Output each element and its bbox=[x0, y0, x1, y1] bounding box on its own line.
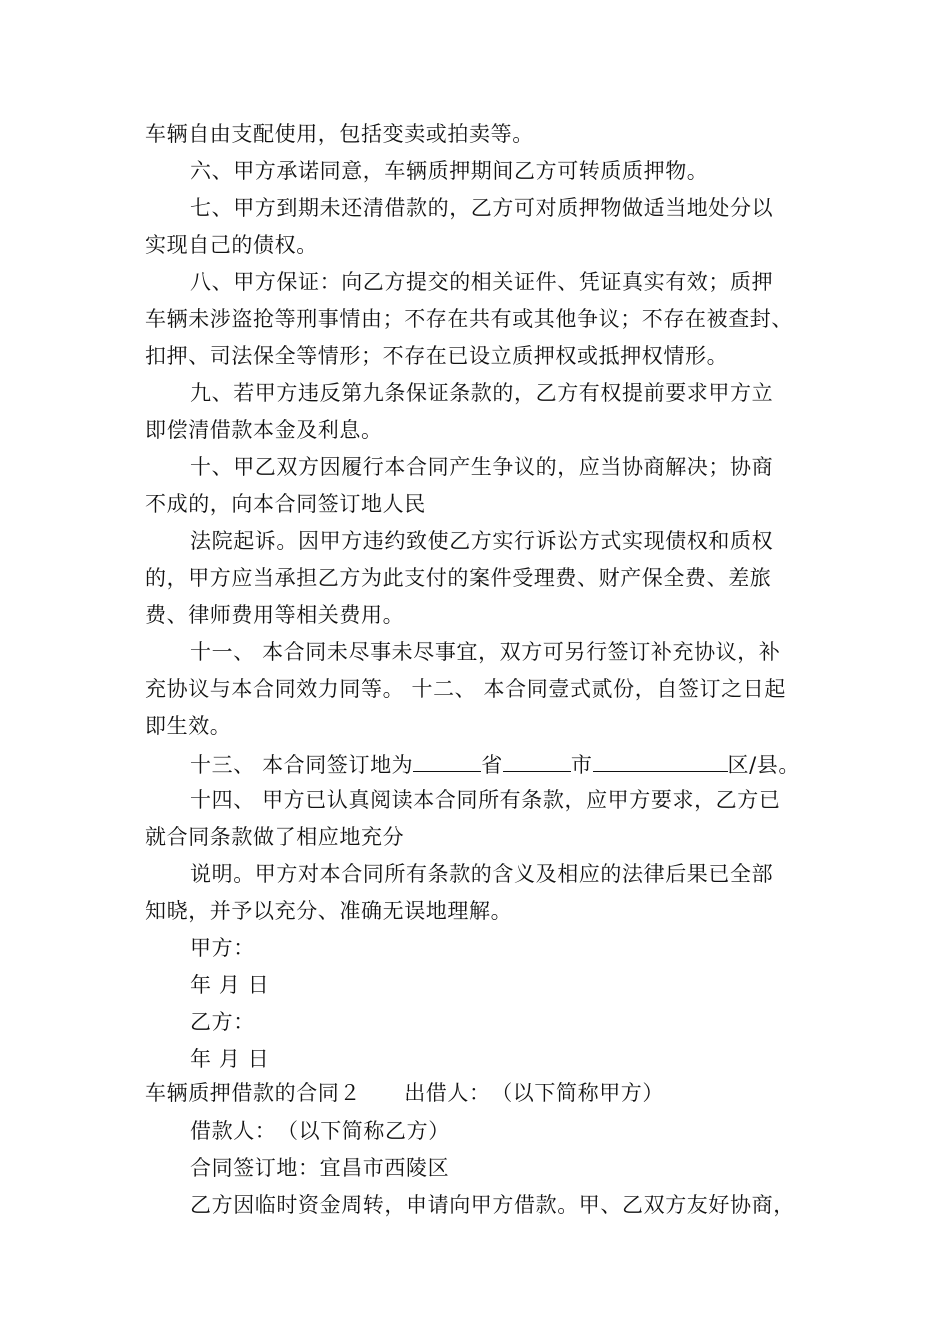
city-blank bbox=[503, 749, 571, 772]
party-a-signature-label: 甲方： bbox=[190, 936, 255, 960]
signing-place-line: 合同签订地：宜昌市西陵区 bbox=[190, 1156, 450, 1180]
clause-13-prefix: 十三、 本合同签订地为 bbox=[190, 753, 414, 777]
paragraph-line: 就合同条款做了相应地充分 bbox=[145, 825, 405, 849]
clause-13 bbox=[190, 749, 800, 779]
clause-6: 六、甲方承诺同意，车辆质押期间乙方可转质质押物。 bbox=[190, 159, 709, 183]
paragraph-line: 不成的，向本合同签订地人民 bbox=[145, 492, 426, 516]
paragraph-line: 车辆自由支配使用，包括变卖或拍卖等。 bbox=[145, 122, 534, 146]
clause-12: 充协议与本合同效力同等。 十二、 本合同壹式贰份，自签订之日起 bbox=[145, 677, 786, 701]
contract-2-heading: 车辆质押借款的合同２ 出借人： （以下简称甲方） bbox=[145, 1081, 664, 1105]
paragraph-line: 实现自己的债权。 bbox=[145, 233, 318, 257]
paragraph-line: 费、律师费用等相关费用。 bbox=[145, 603, 405, 627]
paragraph-line: 即生效。 bbox=[145, 714, 232, 738]
party-b-signature-label: 乙方： bbox=[190, 1010, 255, 1034]
paragraph-line: 的，甲方应当承担乙方为此支付的案件受理费、财产保全费、差旅 bbox=[145, 566, 772, 590]
district-label: 区/县。 bbox=[727, 753, 800, 777]
city-label: 市 bbox=[570, 753, 593, 777]
district-blank bbox=[593, 749, 728, 772]
clause-11: 十一、 本合同未尽事未尽事宜，双方可另行签订补充协议，补 bbox=[190, 640, 781, 664]
paragraph-line: 说明。甲方对本合同所有条款的含义及相应的法律后果已全部 bbox=[190, 862, 774, 886]
clause-9: 九、若甲方违反第九条保证条款的，乙方有权提前要求甲方立 bbox=[190, 381, 774, 405]
paragraph-line: 法院起诉。因甲方违约致使乙方实行诉讼方式实现债权和质权 bbox=[190, 529, 774, 553]
province-blank bbox=[413, 749, 481, 772]
clause-8: 八、甲方保证：向乙方提交的相关证件、凭证真实有效；质押 bbox=[190, 270, 774, 294]
party-b-date-label: 年 月 日 bbox=[190, 1047, 270, 1071]
clause-14: 十四、 甲方已认真阅读本合同所有条款，应甲方要求，乙方已 bbox=[190, 788, 781, 812]
clause-7: 七、甲方到期未还清借款的，乙方可对质押物做适当地处分以 bbox=[190, 196, 774, 220]
paragraph-line: 扣押、司法保全等情形；不存在已设立质押权或抵押权情形。 bbox=[145, 344, 729, 368]
borrower-line: 借款人： （以下简称乙方） bbox=[190, 1119, 450, 1143]
clause-10: 十、甲乙双方因履行本合同产生争议的，应当协商解决；协商 bbox=[190, 455, 774, 479]
paragraph-line: 即偿清借款本金及利息。 bbox=[145, 418, 383, 442]
party-a-date-label: 年 月 日 bbox=[190, 973, 270, 997]
paragraph-line: 车辆未涉盗抢等刑事情由；不存在共有或其他争议；不存在被查封、 bbox=[145, 307, 793, 331]
province-label: 省 bbox=[481, 753, 503, 777]
paragraph-line: 乙方因临时资金周转，申请向甲方借款。甲、乙双方友好协商， bbox=[190, 1193, 795, 1217]
paragraph-line: 知晓，并予以充分、准确无误地理解。 bbox=[145, 899, 513, 923]
